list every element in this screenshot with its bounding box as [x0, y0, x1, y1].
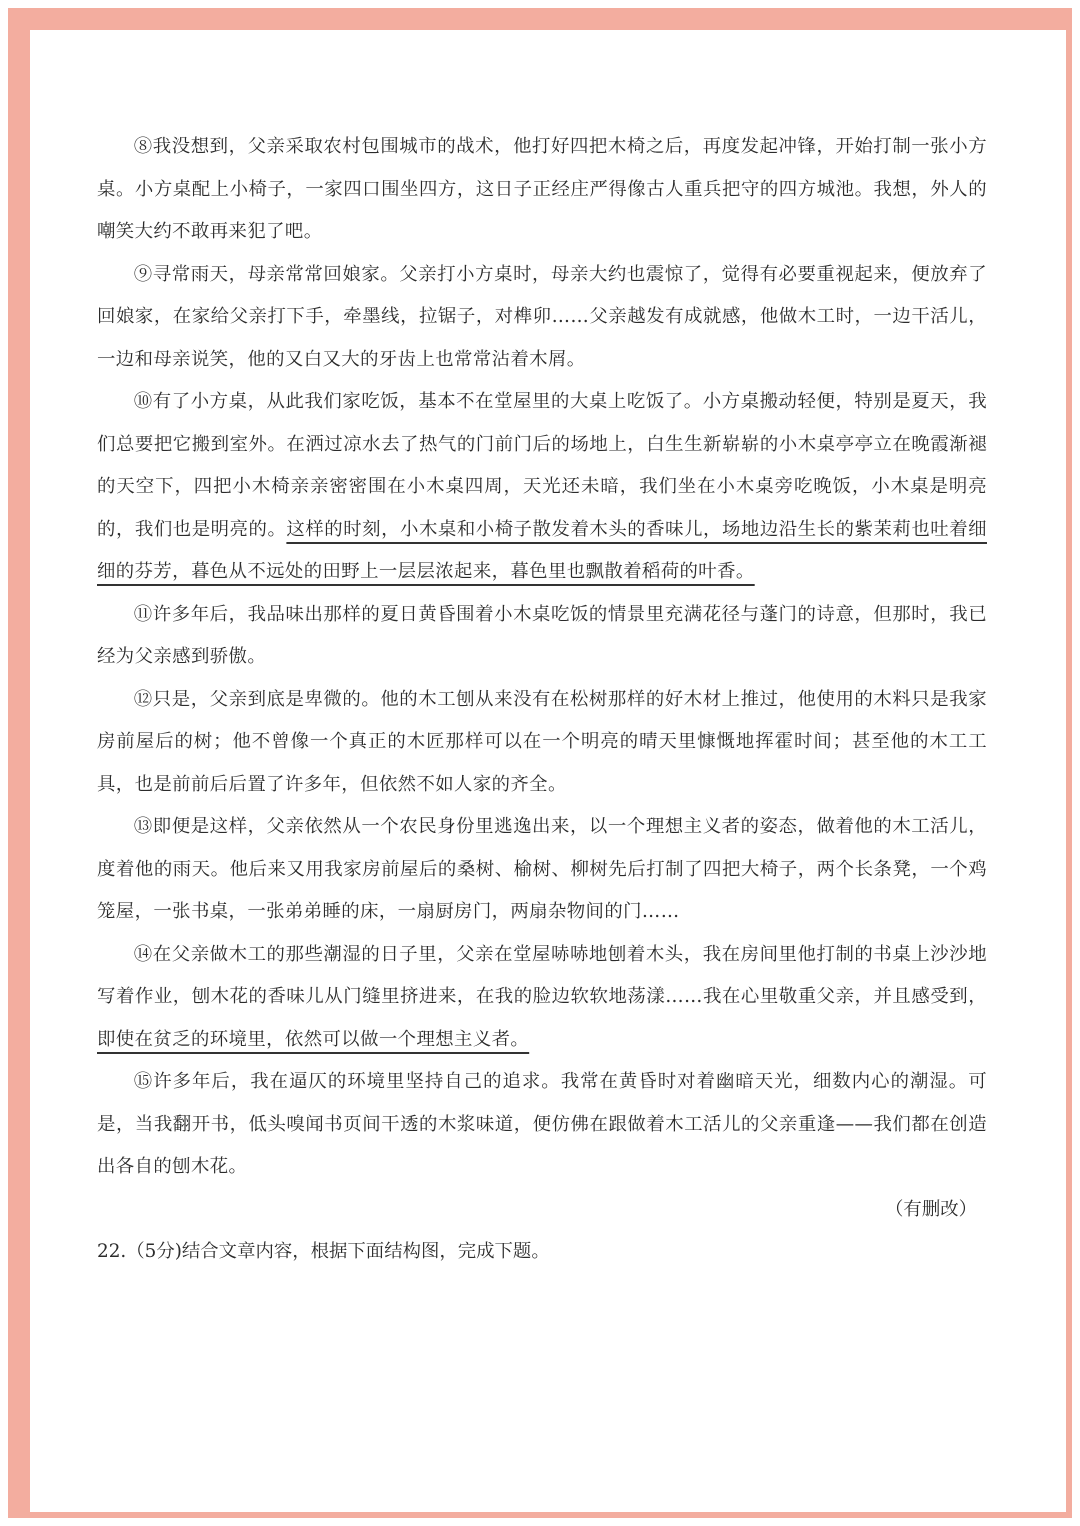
paragraph-9: ⑨寻常雨天，母亲常常回娘家。父亲打小方桌时，母亲大约也震惊了，觉得有必要重视起来，便放弃了回娘家，在家给父亲打下手，牵墨线，拉锯子，对榫卯……父亲越发有成就感，他做木工时，一边干活儿，一边和母亲说笑，他的又白又大的牙齿上也常常沾着木屑。 [97, 263, 987, 370]
paragraph-15: ⑮许多年后，我在逼仄的环境里坚持自己的追求。我常在黄昏时对着幽暗天光，细数内心的潮湿。可是，当我翻开书，低头嗅闻书页间干透的木浆味道，便仿佛在跟做着木工活儿的父亲重逢——我们都在创造出各自的刨木花。 [97, 1071, 987, 1177]
paragraph-11: ⑪许多年后，我品味出那样的夏日黄昏围着小木桌吃饭的情景里充满花径与蓬门的诗意，但那时，我已经为父亲感到骄傲。 [97, 603, 987, 667]
paragraph-13: ⑬即便是这样，父亲依然从一个农民身份里逃逸出来，以一个理想主义者的姿态，做着他的木工活儿，度着他的雨天。他后来又用我家房前屋后的桑树、榆树、柳树先后打制了四把大椅子，两个长条凳，一个鸡笼屋，一张书桌，一张弟弟睡的床，一扇厨房门，两扇杂物间的门…… [97, 816, 987, 922]
source-note: （有删改） [885, 1198, 977, 1220]
article-body [97, 126, 987, 1231]
underlined-sentence-14: 即使在贫乏的环境里，依然可以做一个理想主义者。 [97, 1028, 530, 1050]
paragraph-8: ⑧我没想到，父亲采取农村包围城市的战术，他打好四把木椅之后，再度发起冲锋，开始打制一张小方桌。小方桌配上小椅子，一家四口围坐四方，这日子正经庄严得像古人重兵把守的四方城池。我想，外人的嘲笑大约不敢再来犯了吧。 [97, 136, 987, 242]
paragraph-10: ⑩有了小方桌，从此我们家吃饭，基本不在堂屋里的大桌上吃饭了。小方桌搬动轻便，特别是夏天，我们总要把它搬到室外。在洒过凉水去了热气的门前门后的场地上，白生生新崭崭的小木桌亭亭立在晚霞渐褪的天空下，四把小木椅亲亲密密围在小木桌四周，天光还未暗，我们坐在小木桌旁吃晚饭，小木桌是明亮的，我们也是明亮的。这样的时刻，小木桌和小椅子散发着木头的香味儿，场地边沿生长的紫茉莉也吐着细细的芬芳，暮色从不远处的田野上一层层浓起来，暮色里也飘散着稻荷的叶香。 [97, 391, 987, 582]
paragraph-12: ⑫只是，父亲到底是卑微的。他的木工刨从来没有在松树那样的好木材上推过，他使用的木料只是我家房前屋后的树；他不曾像一个真正的木匠那样可以在一个明亮的晴天里慷慨地挥霍时间；甚至他的木工工具，也是前前后后置了许多年，但依然不如人家的齐全。 [97, 688, 987, 795]
underlined-sentence-10: 这样的时刻，小木桌和小椅子散发着木头的香味儿，场地边沿生长的紫茉莉也吐着细细的芬芳，暮色从不远处的田野上一层层浓起来，暮色里也飘散着稻荷的叶香。 [97, 518, 987, 582]
paragraph-14: ⑭在父亲做木工的那些潮湿的日子里，父亲在堂屋哧哧地刨着木头，我在房间里他打制的书桌上沙沙地写着作业，刨木花的香味儿从门缝里挤进来，在我的脸边软软地荡漾……我在心里敬重父亲，并且感受到，即使在贫乏的环境里，依然可以做一个理想主义者。 [97, 943, 987, 1050]
question-22: 22.（5分)结合文章内容，根据下面结构图，完成下题。 [97, 1241, 550, 1262]
